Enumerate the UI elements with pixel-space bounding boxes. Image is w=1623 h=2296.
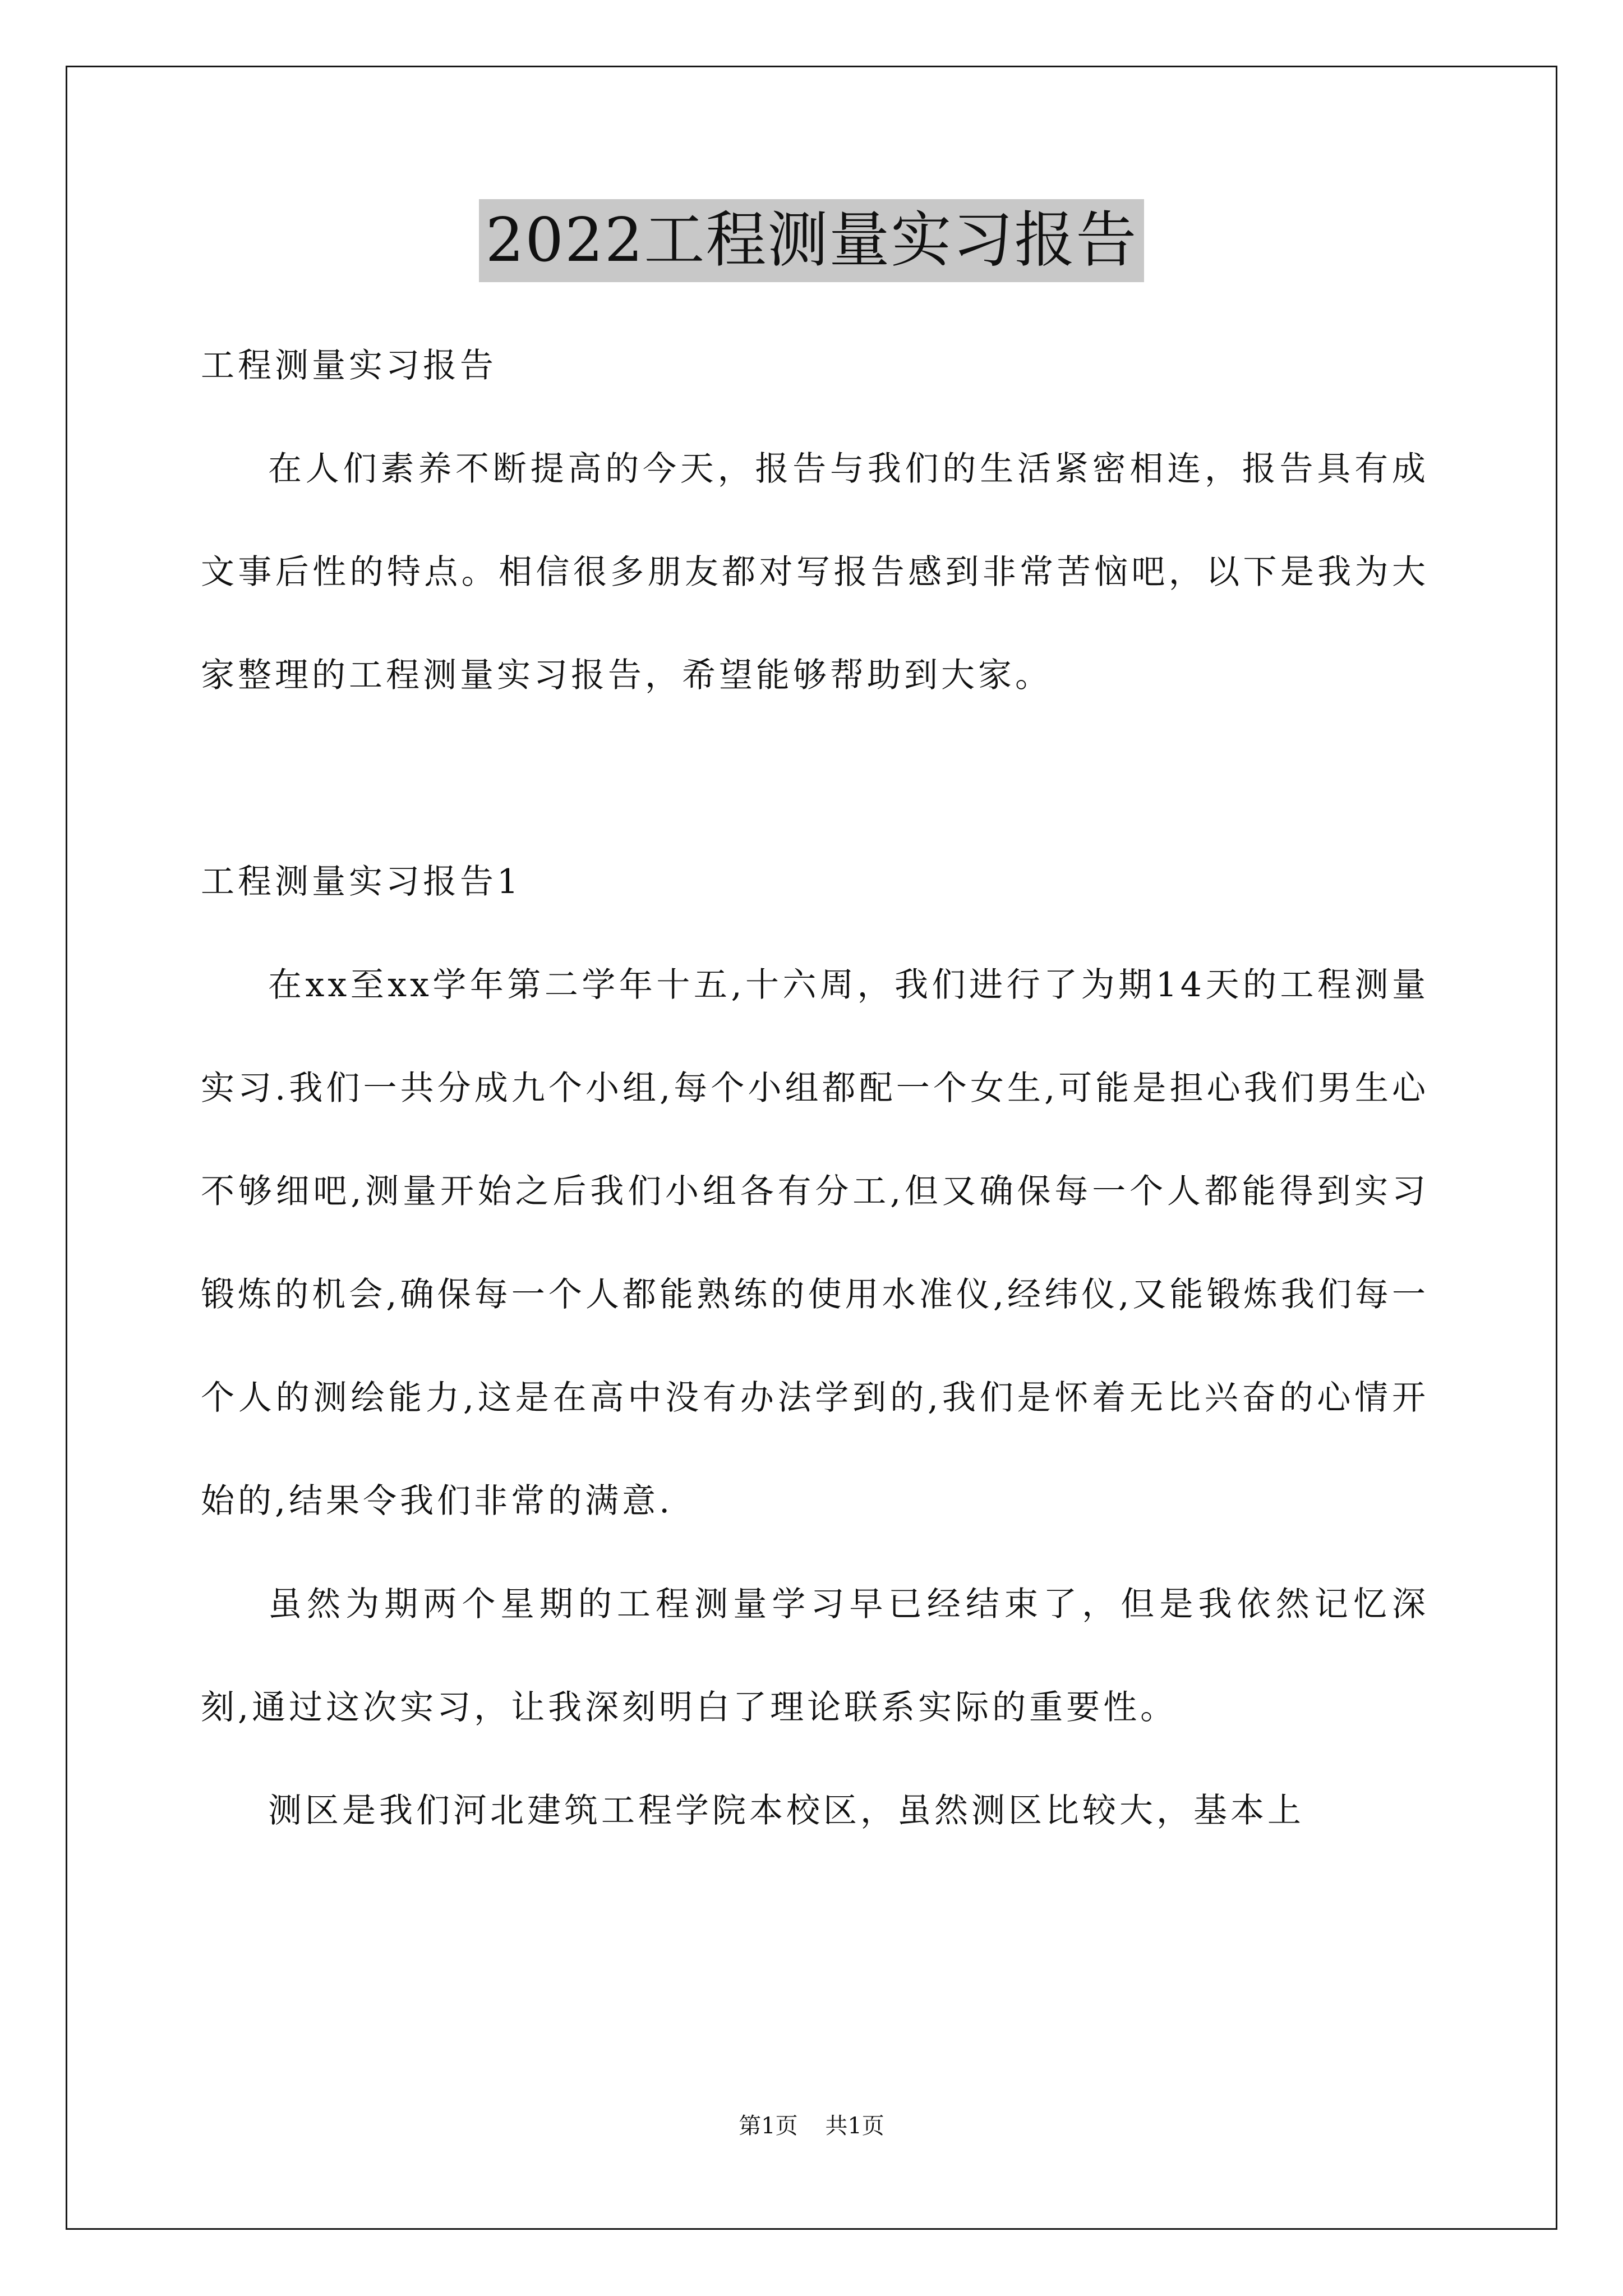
section-heading: 工程测量实习报告1 bbox=[201, 862, 522, 901]
section-spacer bbox=[201, 727, 1429, 830]
document-title: 2022工程测量实习报告 bbox=[479, 199, 1145, 282]
body-paragraph: 虽然为期两个星期的工程测量学习早已经结束了，但是我依然记忆深刻,通过这次实习，让我深刻明白了理论联系实际的重要性。 bbox=[201, 1585, 1429, 1727]
page-footer bbox=[0, 2109, 1623, 2143]
intro-paragraph: 在人们素养不断提高的今天，报告与我们的生活紧密相连，报告具有成文事后性的特点。相信很多朋友都对写报告感到非常苦恼吧，以下是我为大家整理的工程测量实习报告，希望能够帮助到大家。 bbox=[201, 449, 1429, 695]
body-paragraph: 在xx至xx学年第二学年十五,十六周，我们进行了为期14天的工程测量实习.我们一共分成九个小组,每个小组都配一个女生,可能是担心我们男生心不够细吧,测量开始之后我们小组各有分工,但又确保每一个人都能得到实习锻炼的机会,确保每一个人都能熟练的使用水准仪,经纬仪,又能锻炼我们每一个人的测绘能力,这是在高中没有办法学到的,我们是怀着无比兴奋的心情开始的,结果令我们非常的满意. bbox=[201, 965, 1429, 1521]
title-container bbox=[0, 199, 1623, 282]
subtitle: 工程测量实习报告 bbox=[201, 346, 497, 385]
page-number-current: 第1页 bbox=[739, 2113, 798, 2139]
body-paragraph: 测区是我们河北建筑工程学院本校区，虽然测区比较大，基本上 bbox=[268, 1791, 1304, 1830]
document-body bbox=[201, 314, 1429, 1862]
page-number-total: 共1页 bbox=[825, 2113, 884, 2139]
